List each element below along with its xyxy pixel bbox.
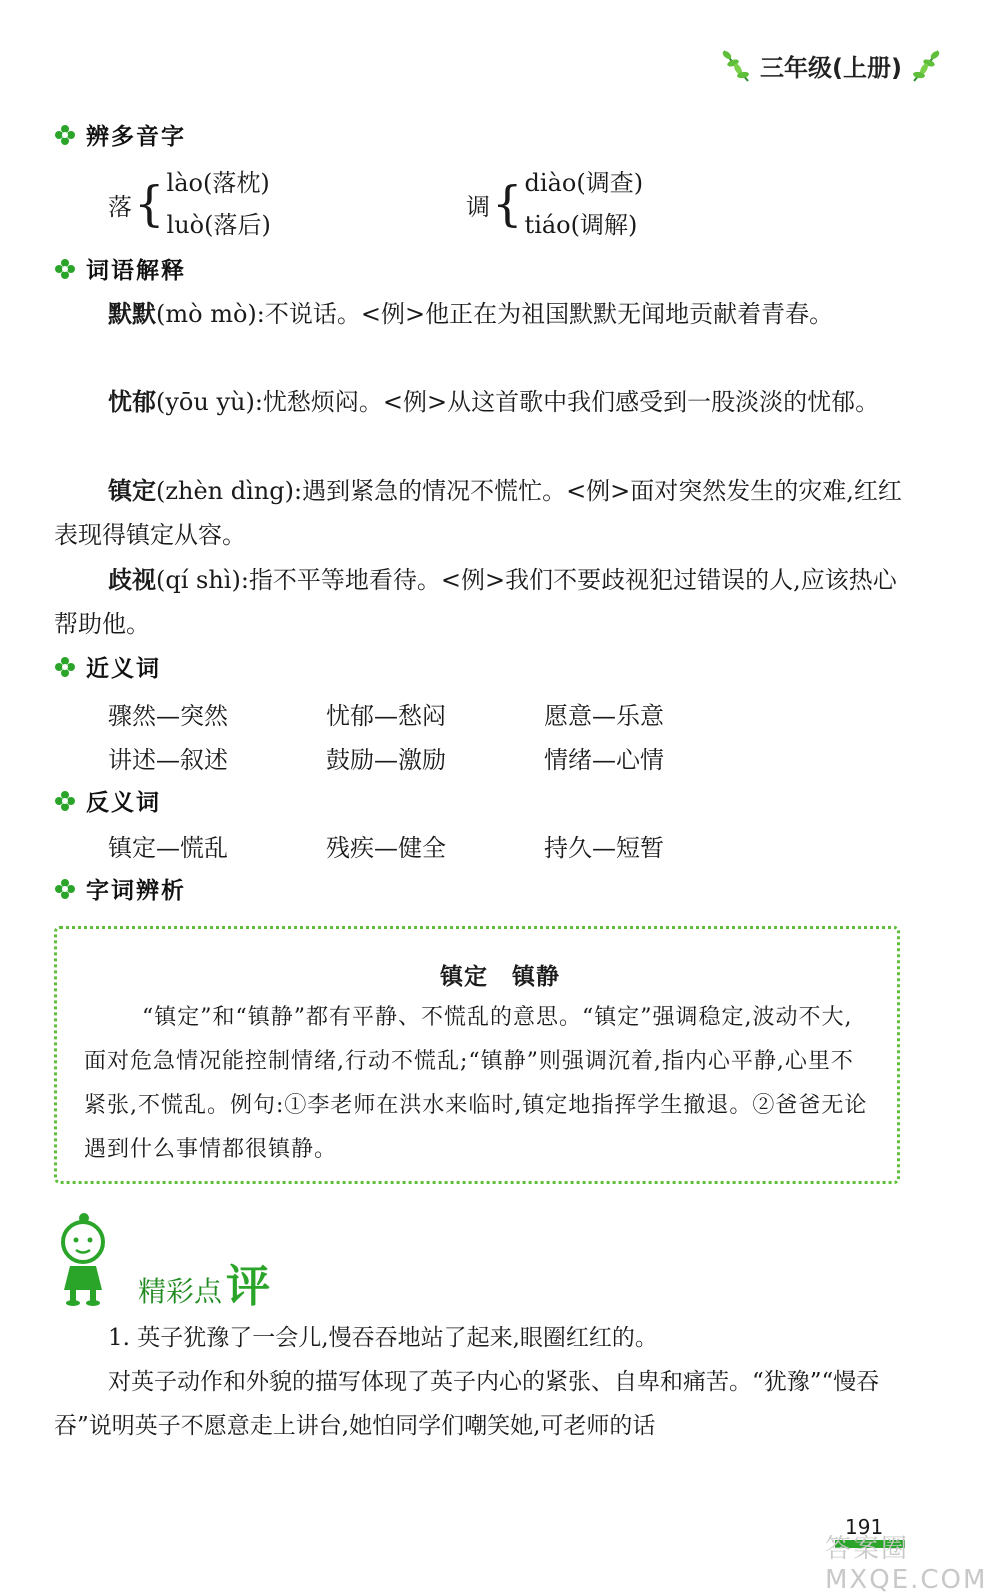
watermark: 答案圈 MXQE.COM [825,1534,988,1595]
term-pinyin: (yōu yù) [156,388,255,416]
analysis-text: “镇定”和“镇静”都有平静、不慌乱的意思。“镇定”强调稳定,波动不大,面对危急情况能控制情绪,行动不慌乱;“镇静”则强调沉着,指内心平静,心里不紧张,不慌乱。例句:①李老师在洪水来临时,镇定地指挥学生撤退。②爸爸无论遇到什么事情都很镇静。 [84,1005,868,1162]
analysis-box-text [84,996,874,1172]
explanation-item [54,469,904,557]
word-pair: 残疾—健全 [326,834,446,862]
paragraph-text: 对英子动作和外貌的描写体现了英子内心的紧张、自卑和痛苦。“犹豫”“慢吞吞”说明英子不愿意走上讲台,她怕同学们嘲笑她,可老师的话 [54,1369,880,1439]
flower-bullet-icon [54,124,76,146]
leaf-sprig-icon [718,45,752,85]
term-pinyin: (mò mò) [156,300,257,328]
page-number: 191 [845,1515,884,1539]
header-grade [718,40,944,90]
term-meaning: :指不平等地看待。<例>我们不要歧视犯过错误的人,应该热心帮助他。 [54,566,897,638]
analysis-box-title: 镇定 镇静 [440,964,560,990]
term-meaning: :遇到紧急的情况不慌忙。<例>面对突然发生的灾难,红红表现得镇定从容。 [54,477,902,549]
comment-title-main: 精彩点 [138,1275,223,1308]
section-heading-analysis [54,872,186,905]
polyphone-char: 落 [108,192,132,221]
term: 默默 [108,300,156,328]
polyphone-reading: lào(落枕) [166,169,270,197]
term-pinyin: (zhèn dìng) [156,477,294,505]
word-pair: 骤然—突然 [108,702,228,730]
flower-bullet-icon [54,258,76,280]
heading-text: 词语解释 [86,258,186,284]
polyphone-reading: diào(调查) [524,169,644,197]
flower-bullet-icon [54,878,76,900]
explanation-item [54,292,904,336]
section-heading-polyphone [54,118,186,151]
heading-text: 辨多音字 [86,124,186,150]
word-pair: 鼓励—激励 [326,746,446,774]
quote-text: 1. 英子犹豫了一会儿,慢吞吞地站了起来,眼圈红红的。 [108,1325,658,1351]
antonym-row [108,828,762,863]
synonym-row [108,740,762,775]
word-pair: 情绪—心情 [544,746,664,774]
polyphone-reading: tiáo(调解) [524,211,638,239]
synonym-row [108,696,762,731]
brace: { [492,176,523,232]
word-pair: 持久—短暂 [544,834,664,862]
word-pair: 忧郁—愁闷 [326,702,446,730]
section-heading-antonyms [54,784,161,817]
flower-bullet-icon [54,790,76,812]
leaf-sprig-icon [910,45,944,85]
word-pair: 愿意—乐意 [544,702,664,730]
word-pair: 讲述—叙述 [108,746,228,774]
explanation-item [54,380,904,424]
term: 忧郁 [108,388,156,416]
term-meaning: :忧愁烦闷。<例>从这首歌中我们感受到一股淡淡的忧郁。 [254,388,880,416]
polyphone-reading: luò(落后) [166,211,271,239]
grade-label: 三年级(上册) [760,53,902,82]
flower-bullet-icon [54,656,76,678]
comment-title-accent: 评 [226,1261,271,1312]
word-pair: 镇定—慌乱 [108,834,228,862]
polyphone-item-1 [108,162,271,246]
explanation-item [54,558,904,646]
term: 歧视 [108,566,156,594]
comment-quote [54,1316,904,1360]
polyphone-char: 调 [466,192,490,221]
heading-text: 反义词 [86,790,161,816]
cartoon-girl-icon [54,1212,112,1306]
term-pinyin: (qí shì) [156,566,241,594]
heading-text: 字词辨析 [86,878,186,904]
comment-paragraph [54,1360,904,1448]
section-heading-synonyms [54,650,161,683]
comment-section-title [138,1250,270,1314]
section-heading-explain [54,252,186,285]
term: 镇定 [108,477,156,505]
brace: { [134,176,165,232]
polyphone-item-2 [466,162,643,246]
term-meaning: :不说话。<例>他正在为祖国默默无闻地贡献着青春。 [256,300,834,328]
heading-text: 近义词 [86,656,161,682]
